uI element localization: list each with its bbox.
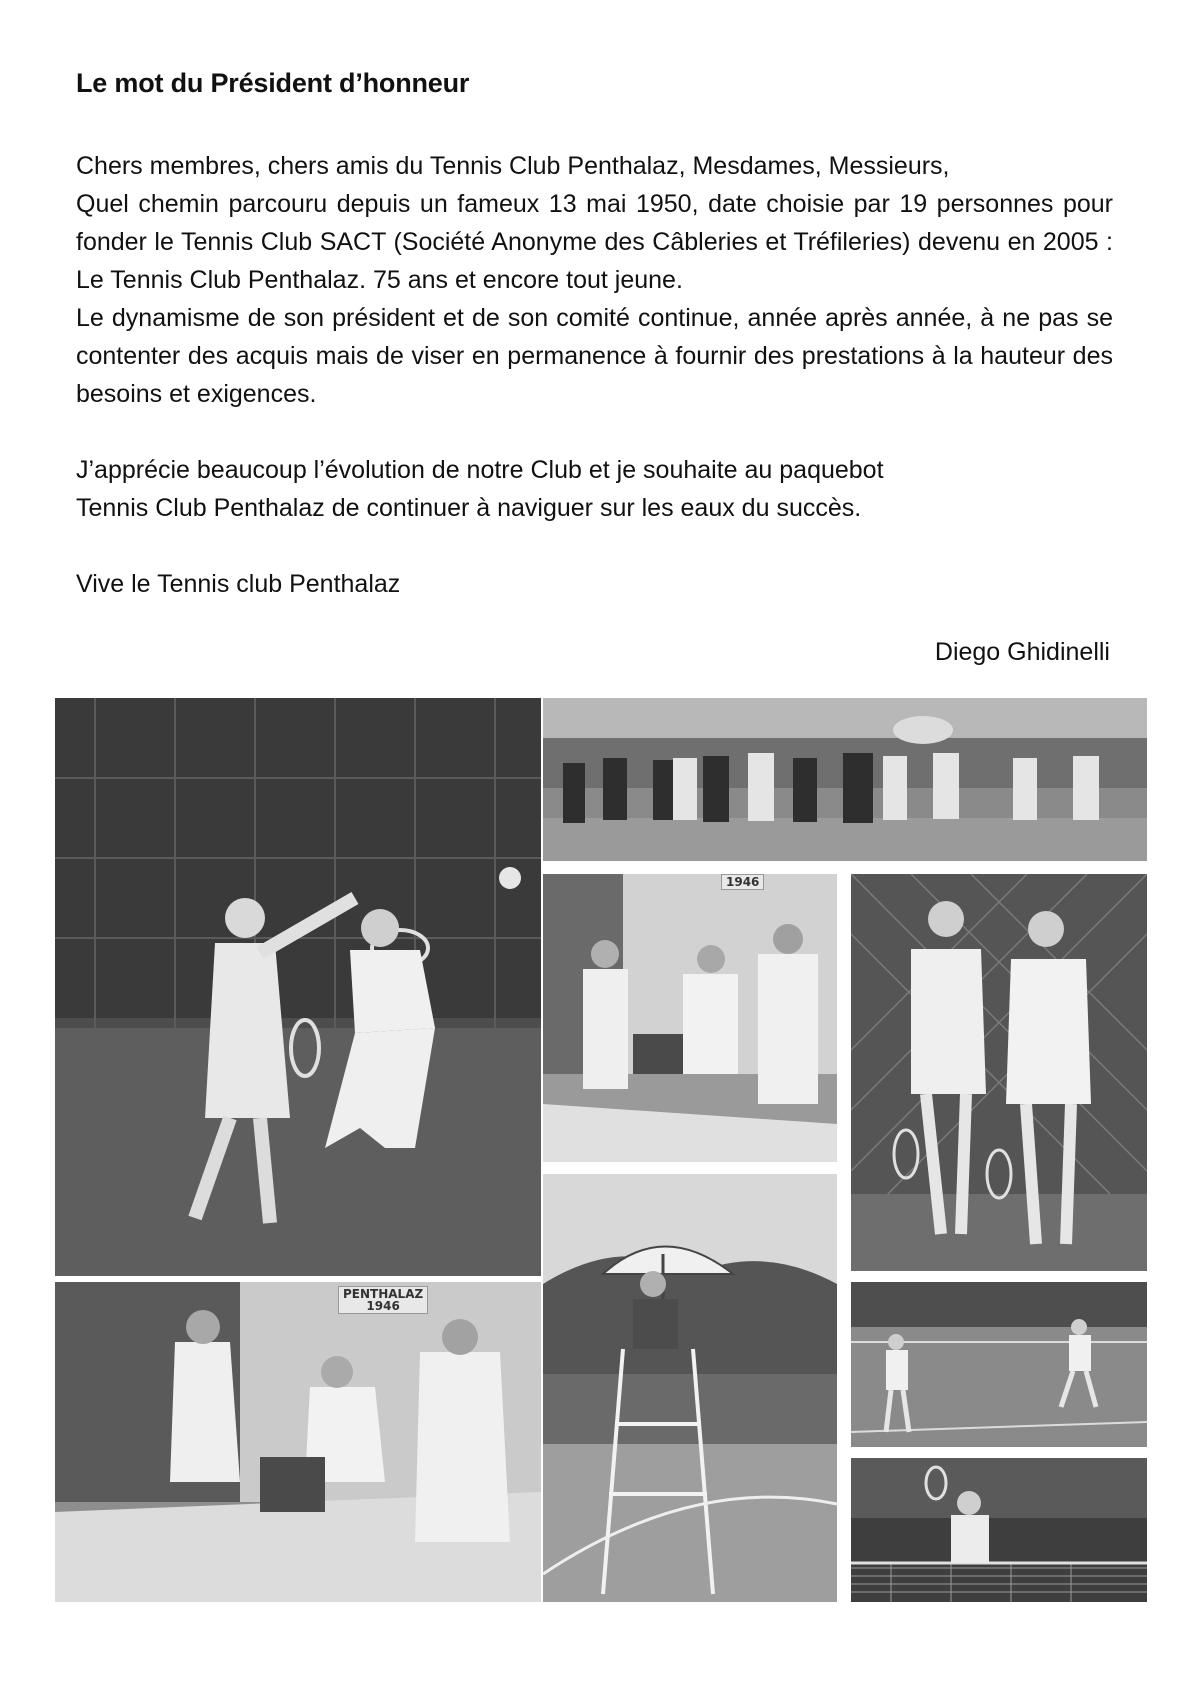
photo-two-players [851, 874, 1147, 1271]
photo-players-bench [543, 874, 837, 1162]
page-title: Le mot du Président d’honneur [76, 68, 470, 98]
club-sign [338, 1286, 428, 1314]
club-sign-name: PENTHALAZ [343, 1287, 424, 1301]
photo-players-bench-large [55, 1282, 541, 1602]
greeting: Chers membres, chers amis du Tennis Club Penthalaz, Mesdames, Messieurs, [76, 152, 950, 180]
photo-umpire-chair [543, 1174, 837, 1602]
club-sign-year: 1946 [366, 1299, 400, 1313]
photo-court-match [851, 1282, 1147, 1447]
closing-line: Vive le Tennis club Penthalaz [76, 570, 401, 598]
photo-player-at-net [851, 1458, 1147, 1602]
sign-year-small: 1946 [721, 874, 764, 890]
paragraph-wishes-line2: Tennis Club Penthalaz de continuer à naviguer sur les eaux du succès. [76, 494, 862, 522]
paragraph-dynamism: Le dynamisme de son président et de son comité continue, année après année, à ne pas se contenter des acquis mais de viser en permanence à fournir des prestations à la hauteur des besoins et exigences. [76, 304, 1113, 408]
paragraph-wishes-line1: J’apprécie beaucoup l’évolution de notre Club et je souhaite au paquebot [76, 456, 884, 484]
photo-spectators [543, 698, 1147, 861]
paragraph-history: Quel chemin parcouru depuis un fameux 13 mai 1950, date choisie par 19 personnes pour fonder le Tennis Club SACT (Société Anonyme des Câbleries et Tréfileries) devenu en 2005 : Le Tennis Club Penthalaz. 75 ans et encore tout jeune. [76, 190, 1113, 294]
letter-body [76, 147, 1113, 603]
photo-mixed-doubles [55, 698, 541, 1276]
signature: Diego Ghidinelli [934, 638, 1110, 666]
